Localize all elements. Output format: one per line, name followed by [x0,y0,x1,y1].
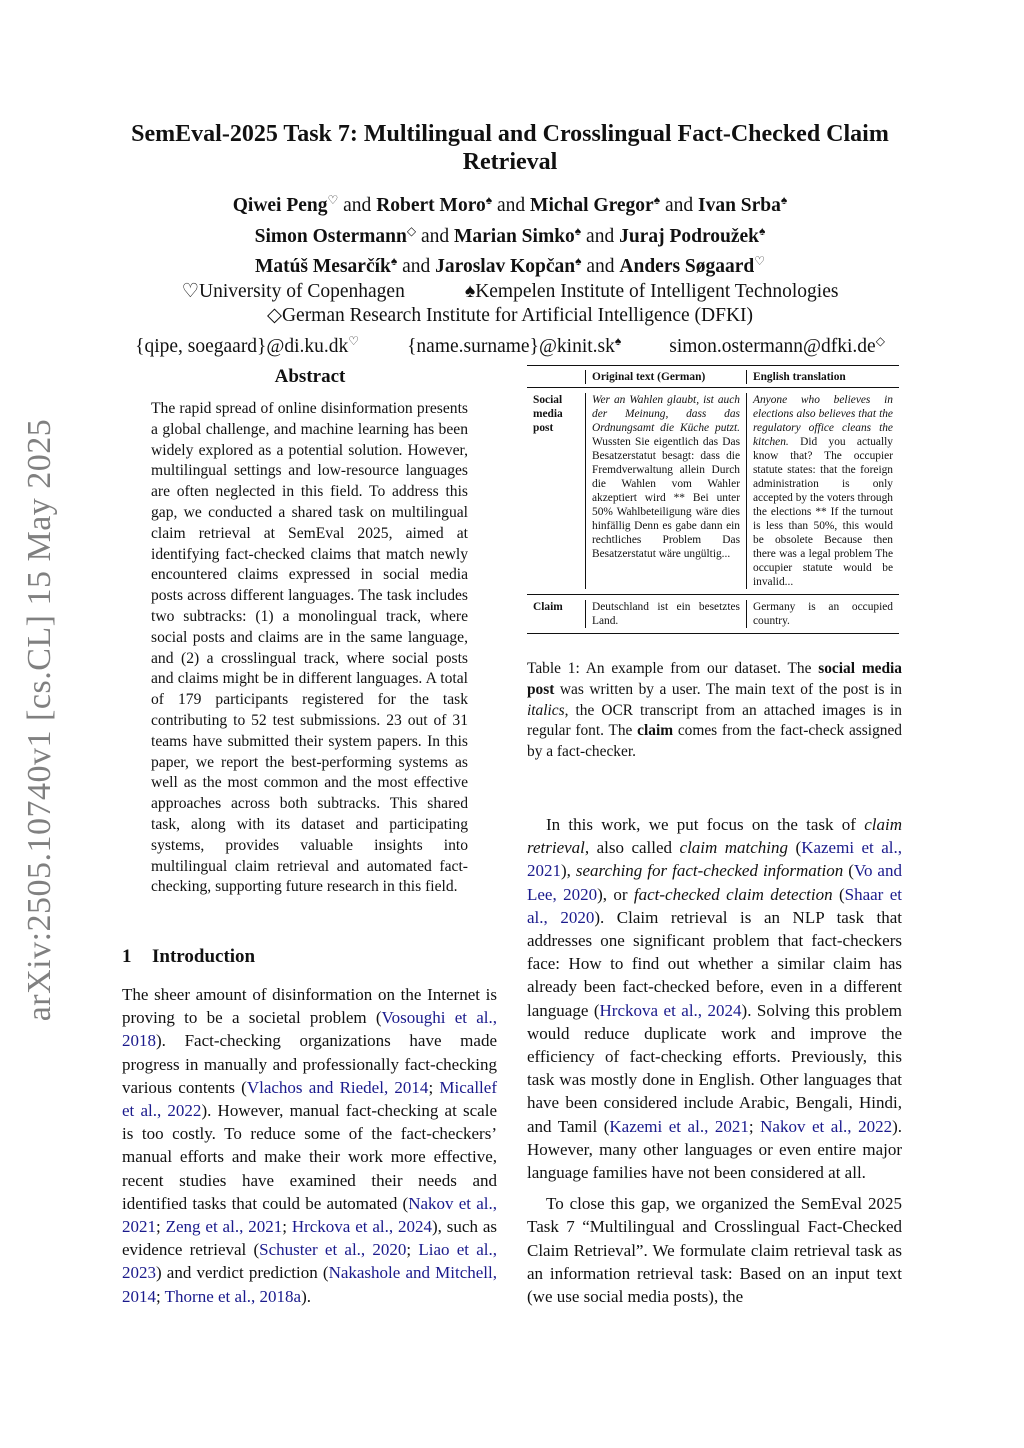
spade-icon: ♠ [464,280,476,302]
email: {qipe, soegaard}@di.ku.dk [135,335,349,357]
emails-line: {qipe, soegaard}@di.ku.dk♡ {name.surname}@kinit.sk♠ simon.ostermann@dfki.de◇ [135,333,885,357]
author-name: Michal Gregor [530,195,654,216]
paper-title: SemEval-2025 Task 7: Multilingual and Crosslingual Fact-Checked Claim Retrieval [131,121,889,175]
introduction-right-column [527,813,902,1308]
section-number: 1 [122,946,132,967]
email: simon.ostermann@dfki.de [669,335,876,357]
diamond-icon: ◇ [266,305,282,326]
citation-link[interactable]: Nakov et al., 2021 [122,1193,498,1237]
affiliation: Kempelen Institute of Intelligent Technologies [475,280,839,302]
abstract-text: The rapid spread of online disinformation presents a global challenge, and machine learning has been widely explored as a potential solution. However, multilingual settings and low-resource languages are often neglected in this field. To address this gap, we conducted a shared task on multilingual claim retrieval at SemEval 2025, aimed at identifying fact-checked claims that match newly encountered claims expressed in social media posts across different languages. The task includes two subtracks: (1) a monolingual track, where social posts and claims are in the same language, and (2) a crosslingual track, where social posts and claims might be in different languages. A total of 179 participants registered for the task contributing to 52 test submissions. 23 out of 31 teams have submitted their system papers. In this paper, we report the best-performing systems as well as the most common and the most effective approaches across both subtracks. This shared task, along with its dataset and participating systems, provides valuable insights into multilingual claim retrieval and automated fact-checking, supporting future research in this field. [151,400,468,896]
heart-icon: ♡ [181,280,200,302]
affiliations-line-2 [100,304,920,329]
table-row [527,595,899,633]
citation-link[interactable]: Vlachos and Riedel, 2014 [246,1077,429,1097]
column-header: English translation [746,370,899,384]
intro-paragraph-3: To close this gap, we organized the SemEval 2025 Task 7 “Multilingual and Crosslingual Fact-Checked Claim Retrieval”. We formulate claim retrieval task as an information retrieval task: Based on an input text (we use social media posts), the [527,1194,902,1307]
citation-link[interactable]: Vosoughi et al., 2018 [122,1008,498,1051]
email: {name.surname}@kinit.sk [407,335,615,357]
author-name: Ivan Srba [697,195,781,216]
author-name: Robert Moro [376,195,486,216]
author-name: Qiwei Peng [232,195,328,216]
table-caption: Table 1: An example from our dataset. The social media post was written by a user. The main text of the post is in italics, the OCR transcript from an attached images is in regular font. The claim comes from the fact-check assigned by a fact-checker. [527,660,902,761]
table-row [527,388,899,594]
author-name: Matúš Mesarčík [254,256,391,277]
introduction-left-column [122,983,497,1308]
citation-link[interactable]: Liao et al., 2023 [122,1240,497,1283]
author-line-3: Matúš Mesarčík♠ and Jaroslav Kopčan♠ and Anders Søgaard♡ [254,254,766,277]
arxiv-watermark [12,420,68,1020]
intro-paragraph-2: In this work, we put focus on the task of claim retrieval, also called claim matching (Kazemi et al., 2021), searching for fact-checked information (Vo and Lee, 2020), or fact-checked claim detection (Shaar et al., 2020). Claim retrieval is an NLP task that addresses one significant problem that fact-checkers face: How to find out whether a similar claim has already been fact-checked before, even in a different language (Hrckova et al., 2024). Solving this problem would reduce duplicate work and improve the efficiency of fact-checking efforts. Previously, this task was mostly done in English. Other languages that have been considered include Arabic, Bengali, Hindi, and Tamil (Kazemi et al., 2021; Nakov et al., 2022). However, many other languages or even entire major language families have not been considered at all. [527,815,903,1183]
table-cell: Anyone who believes in elections also believes that the regulatory office cleans the kitchen. Did you actually know that? The occupier statute states: that the foreign administration is only accepted by the voters through the elections ** If the turnout is less than 50%, this would be obsolete Because then there was a legal problem The occupier statute would be invalid... [746,393,899,589]
author-line-1: Qiwei Peng♡ and Robert Moro♠ and Michal Gregor♠ and Ivan Srba♠ [232,193,788,216]
author-line-2: Simon Ostermann◇ and Marian Simko♠ and Juraj Podroužek♠ [254,223,766,247]
section-heading-introduction [122,946,255,968]
table-header-row [527,366,899,387]
author-block [100,188,920,359]
citation-link[interactable]: Nakashole and Mitchell, 2014 [122,1263,497,1306]
citation-link[interactable]: Vo and Lee, 2020 [527,861,902,904]
author-name: Juraj Podroužek [619,225,760,247]
citation-link[interactable]: Kazemi et al., 2021 [609,1116,749,1136]
abstract-heading: Abstract [274,366,346,387]
author-name: Jaroslav Kopčan [435,256,576,277]
table-cell: Wer an Wahlen glaubt, ist auch der Meinung, dass das Ordnungsamt die Küche putzt. Wussten Sie eigentlich das Das Besatzerstatut besagt: dass die Fremdverwaltung allein Durch die Wahlen vom Wahler akzeptiert wird ** Bei unter 50% Wahlbeteiligung wäre dies hinfällig Denn es gabe dann ein rechtliches Problem Das Besatzerstatut wäre ungültig... [585,393,746,589]
row-label: Social media post [533,394,563,434]
intro-paragraph-1: The sheer amount of disinformation on the Internet is proving to be a societal problem (Vosoughi et al., 2018). Fact-checking organizations have made progress in manually and professionally fact-checking various contents (Vlachos and Riedel, 2014; Micallef et al., 2022). However, manual fact-checking at scale is too costly. To reduce some of the fact-checkers’ manual efforts and make their work more effective, recent studies have examined their needs and identified tasks that could be automated (Nakov et al., 2021; Zeng et al., 2021; Hrckova et al., 2024), such as evidence retrieval (Schuster et al., 2020; Liao et al., 2023) and verdict prediction (Nakashole and Mitchell, 2014; Thorne et al., 2018a). [122,985,498,1306]
table-cell: Germany is an occupied country. [746,600,899,628]
row-label: Claim [533,601,563,613]
example-table [527,365,899,634]
author-name: Anders Søgaard [619,256,755,277]
affiliations-line-1 [100,280,920,305]
citation-link[interactable]: Shaar et al., 2020 [527,884,902,927]
citation-link[interactable]: Hrckova et al., 2024 [291,1217,433,1237]
citation-link[interactable]: Hrckova et al., 2024 [599,1000,742,1020]
citation-link[interactable]: Schuster et al., 2020 [259,1240,407,1260]
citation-link[interactable]: Thorne et al., 2018a [164,1286,302,1306]
affiliation: University of Copenhagen [199,280,405,302]
arxiv-id: arXiv:2505.10740v1 [cs.CL] 15 May 2025 [21,418,58,1022]
section-title: Introduction [152,946,256,967]
author-name: Simon Ostermann [254,225,407,247]
author-name: Marian Simko [453,225,575,247]
citation-link[interactable]: Zeng et al., 2021 [165,1217,283,1237]
affiliation: German Research Institute for Artificial Intelligence (DFKI) [281,305,754,326]
column-header: Original text (German) [585,370,746,384]
citation-link[interactable]: Kazemi et al., 2021 [527,838,903,881]
citation-link[interactable]: Micallef et al., 2022 [122,1077,497,1121]
citation-link[interactable]: Nakov et al., 2022 [760,1116,893,1136]
table-cell: Deutschland ist ein besetztes Land. [585,600,746,628]
